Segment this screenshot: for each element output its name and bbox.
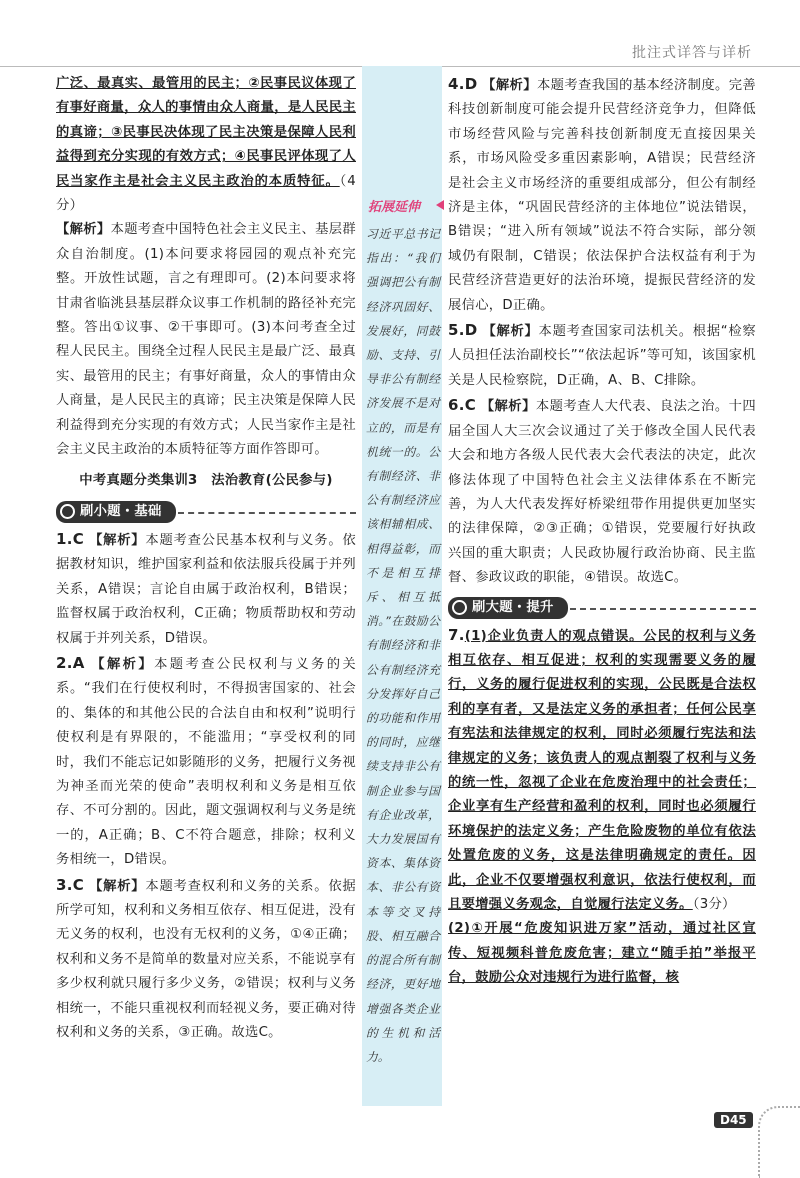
banner-divider <box>570 608 756 610</box>
q1-answer: C <box>72 529 85 548</box>
question-3: 3.C 【解析】本题考查权利和义务的关系。依据所学可知，权利和义务相互依存、相互促进，没有无义务的权利，也没有无权利的义务，①④正确；权利和义务不是简单的数量对应关系，不能说享有多少权利就只履行多少义务，②错误；权利与义务相统一，不能只重视权利而轻视义务，要正确对待权利和义务的关系，③正确。故选C。 <box>56 875 357 1041</box>
section-title: 中考真题分类集训3 法治教育(公民参与) <box>79 472 333 488</box>
question-7-part2 <box>448 917 756 990</box>
q2-answer: A <box>72 653 85 672</box>
question-6: 6.C 【解析】本题考查人大代表、良法之治。十四届全国人大三次会议通过了关于修改全国人民代表大会和地方各级人民代表大会代表法的决定，此次修法体现了中国特色社会主义法律体系在不断完善，为人大代表发挥好桥梁纽带作用提供更加坚实的法律保障，②③正确；①错误，党要履行好执政兴国的重大职责；人民政协履行政治协商、民主监督、参政议政的职能，④错误。故选C。 <box>448 396 756 586</box>
q7-score: （3分） <box>692 897 736 912</box>
question-2: 2.A 【解析】本题考查公民权利与义务的关系。“我们在行使权利时，不得损害国家的、社会的、集体的和其他公民的合法自由和权利”说明行使权利是有界限的，不能滥用；“享受权利的同时，我们不能忘记如影随形的义务，把履行义务视为神圣而光荣的使命”表明权利和义务是相互依存、不可分割的。因此，题文强调权利与义务是统一的，A正确；B、C不符合题意，排除；权利义务相统一，D错误。 <box>56 653 356 868</box>
banner-advanced <box>448 591 756 623</box>
book-icon <box>452 600 467 615</box>
q7-text2: (2)①开展“危废知识进万家”活动，通过社区宣传、短视频科普危废危害；建立“随手拍”举报平台，鼓励公众对违规行为进行监督，核 <box>448 921 756 986</box>
answer-continued-text: 广泛、最真实、最管用的民主；②民事民议体现了有事好商量，众人的事情由众人商量，是人民民主的真谛；③民事民决体现了民主决策是保障人民利益得到充分实现的有效方式；④民事民评体现了人民当家作主是社会主义民主政治的本质特征。 <box>56 76 356 189</box>
q6-text: 本题考查人大代表、良法之治。十四届全国人大三次会议通过了关于修改全国人民代表大会和地方各级人民代表大会代表法的决定，此次修法体现了中国特色社会主义法律体系在不断完善，为人大代表发挥好桥梁纽带作用提供更加坚实的法律保障，②③正确；①错误，党要履行好执政兴国的重大职责；人民政协履行政治协商、民主监督、参政议政的职能，④错误。故选C。 <box>448 399 756 586</box>
question-7: 7.(1)企业负责人的观点错误。公民的权利与义务相互依存、相互促进；权利的实现需要义务的履行，义务的履行促进权利的实现，公民既是合法权利的享有者，又是法定义务的承担者；任何公民享有宪法和法律规定的权利，同时必须履行宪法和法律规定的义务；该负责人的观点割裂了权利与义务的统一性，忽视了企业在危废治理中的社会责任；企业享有生产经营和盈利的权利，同时也必须履行环境保护的法定义务；产生危险废物的单位有依法处置危废的义务，这是法律明确规定的责任。因此，企业不仅要增强权利意识，依法行使权利，而且要增强义务观念，自觉履行法定义务。（3分） <box>448 625 756 912</box>
q7-text: (1)企业负责人的观点错误。公民的权利与义务相互依存、相互促进；权利的实现需要义务的履行，义务的履行促进权利的实现，公民既是合法权利的享有者，又是法定义务的承担者；任何公民享有宪法和法律规定的权利，同时必须履行宪法和法律规定的义务；该负责人的观点割裂了权利与义务的统一性，忽视了企业在危废治理中的社会责任；企业享有生产经营和盈利的权利，同时也必须履行环境保护的法定义务；产生危险废物的单位有依法处置危废的义务，这是法律明确规定的责任。因此，企业不仅要增强权利意识，依法行使权利，而且要增强义务观念，自觉履行法定义务。 <box>448 628 756 912</box>
q1-text: 本题考查公民基本权利与义务。依据教材知识，维护国家利益和依法服兵役属于并列关系，A错误；言论自由属于政治权利，B错误；监督权属于政治权利，C正确；物质帮助权和劳动权属于并列关系，D错误。 <box>56 532 357 646</box>
banner-divider <box>178 512 356 514</box>
book-icon <box>60 504 75 519</box>
left-column <box>56 72 356 1045</box>
banner-basic-label: 刷小题・基础 <box>80 503 162 519</box>
q6-answer: C <box>464 396 477 415</box>
q3-text: 本题考查权利和义务的关系。依据所学可知，权利和义务相互依存、相互促进，没有无义务的权利，也没有无权利的义务，①④正确；权利和义务不是简单的数量对应关系，不能说享有多少权利就只履行多少义务，②错误；权利与义务相统一，不能只重视权利而轻视义务，要正确对待权利和义务的关系，③正确。故选C。 <box>56 878 357 1041</box>
right-column <box>448 72 756 991</box>
banner-advanced-label: 刷大题・提升 <box>472 599 554 615</box>
analysis-text: 本题考查中国特色社会主义民主、基层群众自治制度。(1)本问要求将园园的观点补充完整。开放性试题，言之有理即可。(2)本问要求将甘肃省临洮县基层群众议事工作机制的路径补充完整。答出①议事、②干事即可。(3)本问考查全过程人民民主。围绕全过程人民民主是最广泛、最真实、最管用的民主；有事好商量，众人的事情由众人商量，是人民民主的真谛；民主决策是保障人民利益得到充分实现的有效方式；人民当家作主是社会主义民主政治的本质特征等方面作答即可。 <box>56 222 357 458</box>
question-4: 4.D 【解析】本题考查我国的基本经济制度。完善科技创新制度可能会提升民营经济竞争力，但降低市场经营风险与完善科技创新制度无直接因果关系，市场风险受多重因素影响，A错误；民营经济是社会主义市场经济的重要组成部分，但公有制经济是主体，“巩固民营经济的主体地位”说法错误，B错误；“进入所有领域”说法不符合实际，部分领域仍有限制，C错误；依法保护合法权益有利于为民营经济营造更好的法治环境，提振民营经济的发展信心，D正确。 <box>448 75 757 313</box>
page-corner-decoration <box>758 1106 800 1178</box>
answer-score: （4分） <box>56 173 356 214</box>
q2-text: 本题考查公民权利与义务的关系。“我们在行使权利时，不得损害国家的、社会的、集体的和其他公民的合法自由和权利”说明行使权利是有界限的，不能滥用；“享受权利的同时，我们不能忘记如影随形的义务，把履行义务视为神圣而光荣的使命”表明权利和义务是相互依存、不可分割的。因此，题文强调权利与义务是统一的，A正确；B、C不符合题意，排除；权利义务相统一，D错误。 <box>56 656 356 868</box>
q4-text: 本题考查我国的基本经济制度。完善科技创新制度可能会提升民营经济竞争力，但降低市场经营风险与完善科技创新制度无直接因果关系，市场风险受多重因素影响，A错误；民营经济是社会主义市场经济的重要组成部分，但公有制经济是主体，“巩固民营经济的主体地位”说法错误，B错误；“进入所有领域”说法不符合实际，部分领域仍有限制，C错误；依法保护合法权益有利于为民营经济营造更好的法治环境，提振民营经济的发展信心，D正确。 <box>448 78 757 313</box>
analysis-continued <box>56 218 356 462</box>
arrow-left-icon <box>436 200 444 210</box>
page-number: D45 <box>714 1112 753 1128</box>
q4-answer: D <box>464 75 478 93</box>
answer-continued <box>56 72 356 218</box>
analysis-label: 【解析】 <box>56 222 111 238</box>
q5-answer: D <box>464 321 478 340</box>
sidebar-label: 拓展延伸 <box>368 200 421 215</box>
q5-text: 本题考查国家司法机关。根据“检察人员担任法治副校长”“依法起诉”等可知，该国家机关是人民检察院，D正确，A、B、C排除。 <box>448 324 756 388</box>
sidebar-text: 习近平总书记指出：“我们强调把公有制经济巩固好、发展好，同鼓励、支持、引导非公有制经济发展不是对立的，而是有机统一的。公有制经济、非公有制经济应该相辅相成、相得益彰，而不是相互排斥、相互抵消。”在鼓励公有制经济和非公有制经济充分发挥好自己的功能和作用的同时，应继续支持非公有制企业参与国有企业改革，大力发展国有资本、集体资本、非公有资本等交叉持股、相互融合的混合所有制经济，更好地增强各类企业的生机和活力。 <box>366 227 440 1064</box>
question-1: 1.C 【解析】本题考查公民基本权利与义务。依据教材知识，维护国家利益和依法服兵役属于并列关系，A错误；言论自由属于政治权利，B错误；监督权属于政治权利，C正确；物质帮助权和劳动权属于并列关系，D错误。 <box>56 529 357 646</box>
banner-basic <box>56 495 356 527</box>
question-5: 5.D 【解析】本题考查国家司法机关。根据“检察人员担任法治副校长”“依法起诉”等可知，该国家机关是人民检察院，D正确，A、B、C排除。 <box>448 321 756 388</box>
header-title: 批注式详答与详析 <box>632 45 752 61</box>
q3-answer: C <box>72 875 85 894</box>
